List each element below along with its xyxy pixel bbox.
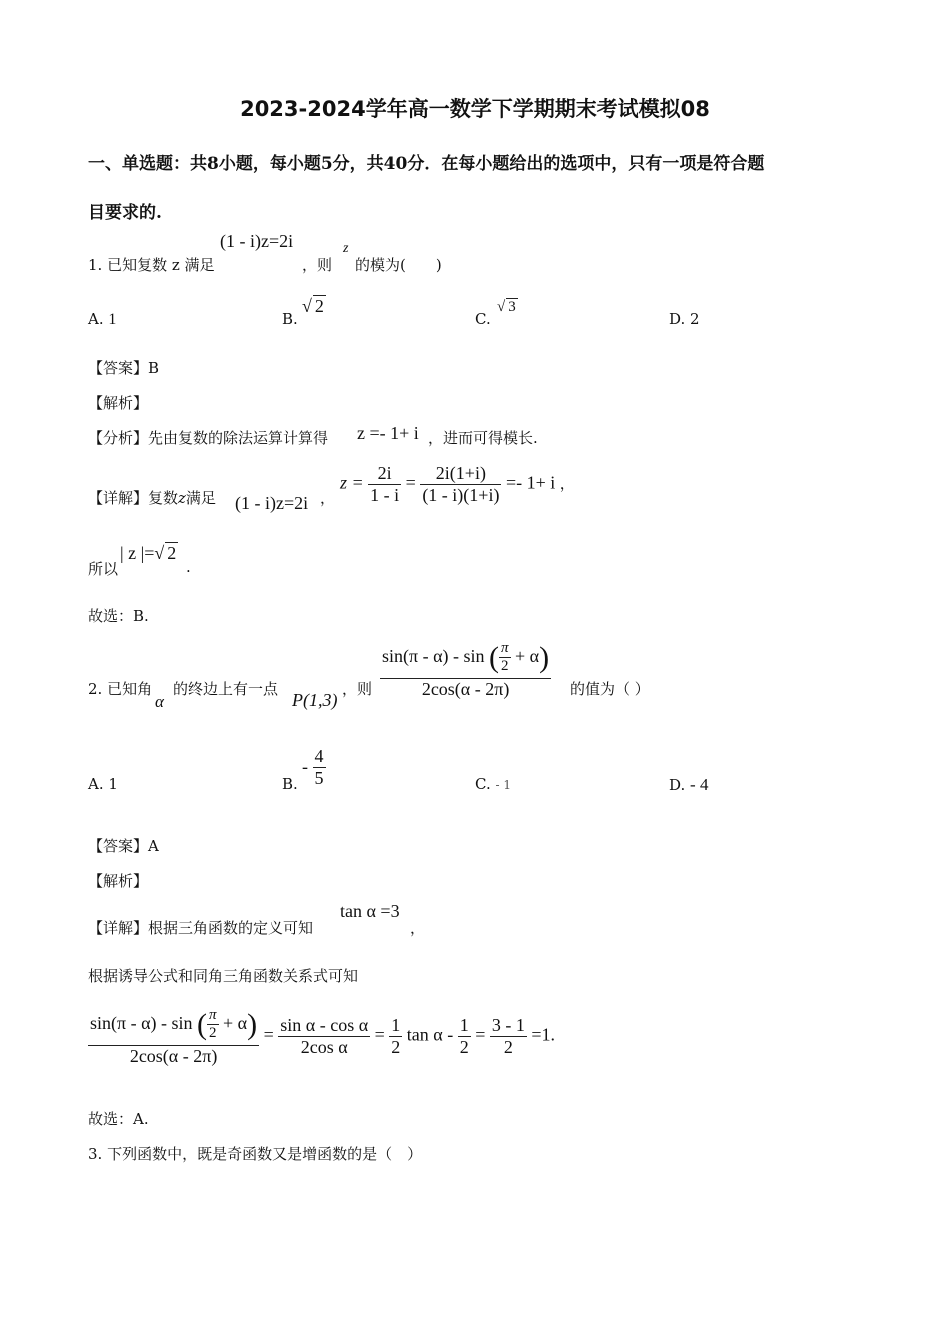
section-heading-line2: 目要求的.: [88, 203, 162, 223]
option-label: A.: [88, 310, 104, 328]
fraction: $\frac{2i(1+i)}{(1 - i)(1+i)}$: [422, 463, 500, 505]
q2-option-b: B.: [282, 775, 298, 793]
q1-fenxi-suffix: ，进而可得模长.: [428, 429, 538, 447]
fraction: $\frac{3 - 1}{2}$: [491, 1015, 525, 1058]
section-heading-line1: 一、单选题：共8小题，每小题5分，共40分．在每小题给出的选项中，只有一项是符合题: [88, 154, 765, 174]
q2-option-a: [88, 775, 118, 793]
q1-suffix: 的模为( ): [355, 256, 442, 274]
q1-var: z: [343, 241, 349, 256]
option-label: B.: [282, 310, 298, 328]
option-label: C.: [475, 775, 491, 793]
q1-choose: 故选：B.: [88, 607, 149, 625]
sqrt-icon: √: [154, 543, 165, 563]
q1-prefix: 1. 已知复数 z 满足: [88, 256, 215, 274]
q1-option-a: [88, 310, 116, 329]
q1-detail-prefix: [88, 487, 216, 508]
q2-suffix: 的值为（ ）: [570, 680, 650, 698]
q2-detail-end: ，: [410, 919, 426, 937]
q2-point: P(1,3): [292, 690, 338, 710]
fraction: $\frac{\text{sin α - cos α}}{\text{2cos α}}$: [280, 1015, 369, 1058]
fraction: $\frac{1}{2}$: [459, 1015, 469, 1058]
q2-mid1: 的终边上有一点: [173, 680, 279, 698]
detail-mid: 满足: [185, 489, 216, 507]
q2-main-equation: sin(π - α) - sin ( $\frac{\pi}{2}$ + α) 2cos(α - 2π) = $\frac{\text{sin α - cos α}}{\text{2cos α}}$ = $\frac{1}{2}$ tan α - $\frac{1}{2}$ = $\frac{3 - 1}{2}$ =1.: [90, 1007, 556, 1066]
q2-line2: 根据诱导公式和同角三角函数关系式可知: [88, 967, 359, 985]
q1-answer: 【答案】B: [88, 359, 160, 377]
q2-option-b-value: - $\frac{4}{5}$: [302, 746, 324, 788]
q2-detail-prefix: 【详解】根据三角函数的定义可知: [88, 919, 314, 937]
q1-fenxi-prefix: 【分析】先由复数的除法运算计算得: [88, 429, 329, 447]
q1-option-b: [282, 310, 298, 328]
q1-detail-formula: (1 - i)z=2i: [235, 493, 309, 513]
q1-fenxi-formula: z =- 1+ i: [357, 423, 419, 443]
option-value: - 4: [690, 775, 709, 794]
q1-analysis: 【解析】: [88, 394, 149, 412]
q1-formula: (1 - i)z=2i: [220, 231, 294, 251]
option-value: 3: [508, 299, 516, 315]
fraction: sin(π - α) - sin ( $\frac{\pi}{2}$ + α) 2cos(α - 2π): [90, 1007, 258, 1066]
q3-text: 3. 下列函数中，既是奇函数又是增函数的是（ ）: [88, 1145, 423, 1163]
sqrt-icon: √: [302, 296, 312, 316]
q1-mid: ，则: [302, 256, 333, 274]
option-label: D.: [669, 776, 686, 794]
q2-mid2: ，则: [342, 680, 373, 698]
q2-alpha: α: [155, 692, 164, 711]
q1-so-formula: | z |=√ 2: [120, 543, 177, 563]
q2-option-d: [669, 775, 708, 795]
q2-expression: [380, 640, 551, 699]
fraction: sin(π - α) - sin ( $\frac{\pi}{2}$ + α) 2cos(α - 2π): [382, 640, 550, 699]
option-value: 2: [314, 296, 324, 316]
q2-detail-formula: tan α =3: [340, 901, 400, 921]
option-label: A.: [88, 775, 104, 793]
option-value: 2: [690, 310, 700, 328]
option-value: 1: [108, 775, 118, 793]
eq-z: z =: [340, 472, 364, 493]
page-title: 2023-2024学年高一数学下学期期末考试模拟08: [240, 97, 710, 121]
detail-label: 【详解】复数: [88, 489, 179, 507]
option-value: - 1: [495, 778, 512, 792]
fraction: $\frac{1}{2}$: [391, 1015, 401, 1058]
q1-option-c: [475, 310, 491, 328]
option-value: 1: [108, 311, 117, 328]
q2-option-c: [475, 775, 511, 793]
q1-option-d: [669, 310, 700, 328]
q2-answer: 【答案】A: [88, 837, 159, 855]
q1-option-b-value: [302, 295, 326, 317]
fraction: $\frac{2i}{1 - i}$: [370, 463, 400, 505]
detail-var: z: [178, 489, 186, 507]
eq-end: ，: [559, 476, 575, 493]
q1-so-end: .: [186, 558, 191, 576]
q2-choose: 故选：A.: [88, 1110, 149, 1128]
q2-analysis: 【解析】: [88, 872, 149, 890]
q1-detail-comma: ，: [320, 489, 336, 507]
eq-result: =- 1+ i: [505, 472, 556, 493]
q1-option-c-value: [497, 298, 518, 316]
option-label: C.: [475, 310, 491, 328]
sqrt-icon: √: [497, 299, 506, 315]
q1-so-prefix: 所以: [88, 560, 119, 578]
q1-detail-equation: z = $\frac{2i}{1 - i}$ = $\frac{2i(1+i)}{(1 - i)(1+i)}$ =- 1+ i ，: [340, 463, 575, 505]
option-label: D.: [669, 310, 686, 328]
q2-prefix: 2. 已知角: [88, 680, 153, 698]
